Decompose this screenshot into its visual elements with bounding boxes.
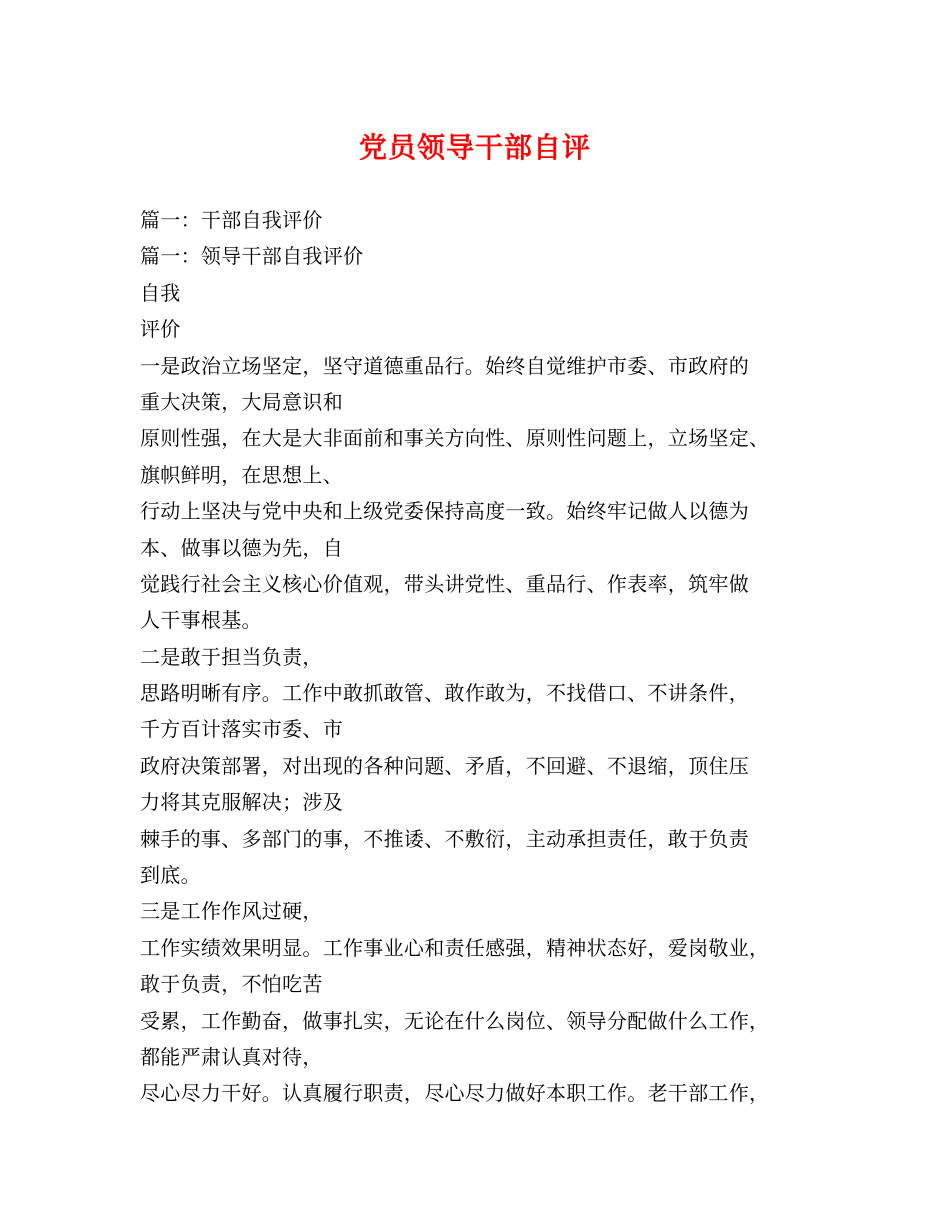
text-line: 自我	[140, 280, 181, 305]
text-line: 本、做事以德为先，自	[140, 535, 343, 560]
text-line: 一是政治立场坚定，坚守道德重品行。始终自觉维护市委、市政府的	[140, 353, 749, 378]
text-line: 政府决策部署，对出现的各种问题、矛盾，不回避、不退缩，顶住压	[140, 753, 749, 778]
text-line: 都能严肃认真对待，	[140, 1044, 323, 1069]
text-line: 评价	[140, 317, 181, 342]
text-line: 到底。	[140, 863, 201, 888]
text-line: 敢于负责，不怕吃苦	[140, 972, 323, 997]
text-line: 原则性强，在大是大非面前和事关方向性、原则性问题上，立场坚定、	[140, 426, 770, 451]
text-line: 三是工作作风过硬，	[140, 899, 323, 924]
text-line: 旗帜鲜明，在思想上、	[140, 462, 343, 487]
text-line: 受累，工作勤奋，做事扎实，无论在什么岗位、领导分配做什么工作，	[140, 1008, 770, 1033]
text-line: 二是敢于担当负责，	[140, 644, 323, 669]
text-line: 人干事根基。	[140, 608, 262, 633]
text-line: 棘手的事、多部门的事，不推诿、不敷衍，主动承担责任，敢于负责	[140, 826, 749, 851]
document-body	[140, 202, 840, 1112]
text-line: 千方百计落实市委、市	[140, 717, 343, 742]
text-line: 力将其克服解决；涉及	[140, 790, 343, 815]
text-line: 觉践行社会主义核心价值观，带头讲党性、重品行、作表率，筑牢做	[140, 571, 749, 596]
text-line: 尽心尽力干好。认真履行职责，尽心尽力做好本职工作。老干部工作，	[140, 1081, 770, 1106]
text-line: 篇一：领导干部自我评价	[140, 244, 364, 269]
text-line: 篇一：干部自我评价	[140, 208, 323, 232]
document-title: 党员领导干部自评	[358, 131, 591, 164]
text-line: 重大决策，大局意识和	[140, 389, 343, 414]
text-line: 工作实绩效果明显。工作事业心和责任感强，精神状态好，爱岗敬业，	[140, 935, 770, 960]
text-line: 行动上坚决与党中央和上级党委保持高度一致。始终牢记做人以德为	[140, 499, 749, 524]
text-line: 思路明晰有序。工作中敢抓敢管、敢作敢为，不找借口、不讲条件，	[140, 681, 749, 706]
